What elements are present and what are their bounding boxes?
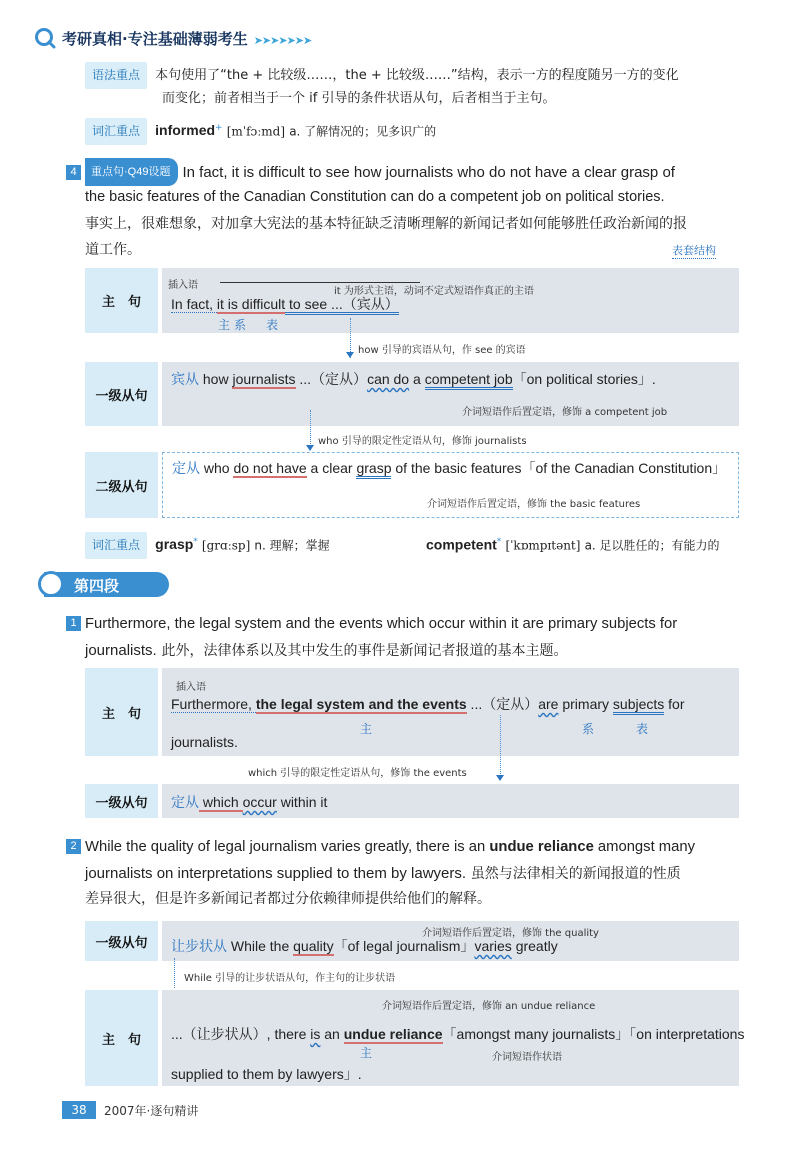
header-arrows-icon: ➤➤➤➤➤➤➤ (253, 34, 312, 47)
s2-main-text (171, 1024, 744, 1044)
s1-t-b: the legal system and the events (255, 696, 467, 712)
s1-t-f: subjects (613, 696, 664, 715)
s4-clause1-text (171, 369, 656, 389)
s4-c1-d: ...（定从） (295, 371, 368, 387)
s1-c1-a: 定从 (171, 794, 199, 810)
s2-m-d: undue reliance (343, 1026, 443, 1042)
s2-line2 (85, 860, 681, 887)
s2-en-1c: amongst many (593, 839, 695, 855)
s4-main-b: it is difficult (216, 296, 286, 312)
section-magnifier-icon (38, 571, 64, 597)
s4-c1-h: 「on political stories」. (512, 371, 656, 387)
s4-v1-phon: [grɑːsp] (201, 538, 251, 553)
s1-main-row (85, 668, 739, 756)
s4-link1: how 引导的宾语从句，作 see 的宾语 (358, 345, 526, 356)
s1-cn: 此外，法律体系以及其中发生的事件是新闻记者报道的基本主题。 (161, 643, 568, 659)
s4-clause1-row (85, 362, 739, 426)
s2-c1-d: 「of legal journalism」 (333, 938, 475, 954)
s1-t-g: for (664, 696, 685, 712)
s1-sub-biao: 表 (636, 722, 649, 736)
s1-t-h: journalists. (171, 734, 238, 750)
s1-en-line2: journalists. (85, 642, 157, 659)
s2-clause1-label: 一级从句 (85, 921, 158, 961)
s2-m-e: 「amongst many journalists」「on interpretations (442, 1026, 745, 1042)
s4-c1-note: 介词短语作后置定语，修饰 a competent job (462, 407, 668, 418)
s1-c1-c: occur (242, 794, 277, 810)
vocab-star: + (215, 123, 223, 133)
s4-v2-star: * (496, 537, 502, 547)
s2-m-c: an (320, 1026, 344, 1042)
s4-c2-a: 定从 (172, 460, 200, 476)
vocab-phonetic: [mˈfɔːmd] (226, 124, 286, 139)
s2-cn-line1: 虽然与法律相关的新闻报道的性质 (470, 866, 681, 882)
s1-link: which 引导的限定性定语从句，修饰 the events (248, 768, 467, 779)
s2-c1-f: greatly (511, 938, 558, 954)
vocab-word: informed (155, 122, 216, 139)
s1-link-line (500, 715, 501, 780)
s4-main-label: 主 句 (85, 268, 158, 333)
s4-c1-c: journalists (232, 371, 296, 387)
s1-en-line1: Furthermore, the legal system and the events which occur within it are primary subjects for (85, 616, 678, 632)
s2-m-b: is (310, 1026, 321, 1042)
s4-v2-phon: [ˈkɒmpɪtənt] (505, 538, 581, 553)
s2-c1-note: 介词短语作后置定语，修饰 the quality (422, 928, 599, 939)
s4-c1-a: 宾从 (171, 371, 199, 387)
s4-link2: who 引导的限定性定语从句，修饰 journalists (318, 436, 527, 447)
s4-c2-b: who (200, 460, 234, 476)
s1-clause1-row (85, 784, 739, 818)
s4-v1-def: n. 理解；掌握 (254, 538, 330, 553)
s2-number: 2 (66, 839, 81, 854)
s2-m-f: supplied to them by lawyers」. (171, 1066, 362, 1082)
s4-clause2-label: 二级从句 (85, 452, 158, 518)
s4-v2-def: a. 足以胜任的；有能力的 (584, 538, 720, 553)
s4-main-sub: 主系 表 (218, 318, 283, 332)
s4-c1-f: a (409, 371, 425, 387)
s1-t-c: ...（定从） (466, 696, 539, 712)
s4-main-c: to see ...（宾从） (285, 296, 399, 315)
s4-v2-word: competent (426, 536, 497, 553)
s2-line1 (66, 834, 695, 860)
s1-clause1-text (171, 792, 327, 812)
s4-main-row (85, 268, 739, 333)
s1-sub-xi: 系 (582, 722, 595, 736)
s4-ann-parenthesis: 插入语 (168, 280, 198, 291)
s2-c1-a: 让步状从 (171, 938, 227, 954)
grammar-note (85, 62, 765, 89)
s4-main-text (171, 294, 399, 314)
s2-m-note2: 介词短语作状语 (492, 1052, 562, 1063)
s2-cn-line2: 差异很大，但是许多新闻记者都过分依赖律师提供给他们的解释。 (85, 891, 491, 907)
key-sentence-tag: 重点句·Q49设题 (85, 158, 178, 186)
s1-number: 1 (66, 616, 81, 631)
section-title: 第四段 (74, 577, 120, 595)
s4-v1-word: grasp (155, 536, 194, 553)
grammar-line2: 而变化；前者相当于一个 if 引导的条件状语从句，后者相当于主句。 (162, 91, 556, 106)
s1-link-arrow (496, 775, 504, 781)
s1-line2 (85, 637, 567, 664)
s2-en-1b: undue reliance (489, 839, 594, 855)
vocab-tag: 词汇重点 (85, 118, 147, 145)
s4-main-a: In fact, (171, 296, 217, 312)
s1-sub-zhu: 主 (360, 722, 373, 736)
sentence4-en-line2: the basic features of the Canadian Constitution can do a competent job on political stories. (85, 189, 665, 205)
s2-clause1-row (85, 921, 739, 961)
s1-t-d: are (538, 696, 559, 712)
s2-en-line2: journalists on interpretations supplied to them by lawyers. (85, 865, 467, 882)
s2-link: While 引导的让步状语从句，作主句的让步状语 (184, 973, 396, 984)
s1-line1 (66, 611, 677, 637)
sentence4-line1 (66, 158, 756, 186)
s4-vocab-competent (426, 531, 720, 557)
s2-main-row (85, 990, 745, 1086)
s4-c2-d: a clear (306, 460, 357, 476)
structure-label: 表套结构 (672, 244, 716, 257)
s2-c1-c: quality (293, 938, 334, 954)
s2-c1-b: While the (227, 938, 294, 954)
s4-c1-b: how (199, 371, 233, 387)
header-title (62, 28, 311, 49)
vocab-note-informed (85, 117, 436, 145)
s1-c1-d: within it (276, 794, 328, 810)
s1-main-label: 主 句 (85, 668, 158, 756)
s2-main-label: 主 句 (85, 990, 158, 1086)
sentence4-cn-line2: 道工作。 (85, 242, 141, 258)
s4-clause2-text (172, 458, 726, 478)
s1-clause1-label: 一级从句 (85, 784, 158, 818)
s1-c1-b: which (199, 794, 243, 810)
grammar-tag: 语法重点 (85, 62, 147, 89)
s2-en-1a: While the quality of legal journalism varies greatly, there is an (85, 839, 490, 855)
s4-clause1-label: 一级从句 (85, 362, 158, 426)
s2-m-a: ...（让步状从）, there (171, 1026, 311, 1042)
grammar-line1: 本句使用了“the + 比较级……，the + 比较级……”结构，表示一方的程度随另一方的变化 (155, 68, 679, 83)
s4-main-body (162, 268, 739, 333)
s4-link-line2 (310, 410, 311, 450)
s1-t-a: Furthermore, (171, 696, 256, 712)
s4-clause2-row (85, 452, 739, 518)
page-number: 38 (62, 1101, 96, 1119)
s4-link-arrow1 (346, 352, 354, 358)
sentence4-cn-line1: 事实上，很难想象，对加拿大宪法的基本特征缺乏清晰理解的新闻记者如何能够胜任政治新闻的报 (85, 216, 687, 232)
s2-m-sub: 主 (360, 1046, 373, 1060)
sentence4-en-line1: In fact, it is difficult to see how journalists who do not have a clear grasp of (182, 164, 675, 181)
vocab-definition: a. 了解情况的；见多识广的 (289, 124, 437, 139)
s2-clause1-body (162, 921, 739, 961)
s4-c2-e: grasp (356, 460, 391, 479)
s2-c1-e: varies (474, 938, 512, 954)
s4-c1-e: can do (367, 371, 410, 387)
s4-vocab-tag: 词汇重点 (85, 532, 147, 559)
s4-link-arrow2 (306, 445, 314, 451)
s4-ann-formal-subject: it 为形式主语，动词不定式短语作真正的主语 (334, 286, 534, 297)
s4-clause2-body (162, 452, 739, 518)
s1-clause1-body (162, 784, 739, 818)
s2-clause1-text (171, 936, 558, 956)
s1-t-e: primary (558, 696, 613, 712)
s1-main-text (171, 694, 685, 714)
s4-clause1-body (162, 362, 739, 426)
s2-main-body (162, 990, 745, 1086)
s2-link-line (174, 958, 175, 988)
footer-text: 2007年·逐句精讲 (104, 1104, 199, 1118)
s4-vocab-grasp (85, 531, 330, 559)
sentence-number: 4 (66, 165, 81, 180)
s4-v1-star: * (193, 537, 198, 547)
s4-c2-c: do not have (233, 460, 307, 476)
s4-c1-g: competent job (425, 371, 513, 390)
s2-main-note: 介词短语作后置定语，修饰 an undue reliance (382, 1001, 596, 1012)
s4-c2-f: of the basic features「of the Canadian Constitution」 (391, 460, 727, 476)
s1-ann: 插入语 (176, 682, 206, 693)
s1-main-body (162, 668, 739, 756)
magnifier-logo-icon (34, 27, 56, 49)
header-title-text: 考研真相·专注基础薄弱考生 (62, 30, 248, 48)
s4-c2-note: 介词短语作后置定语，修饰 the basic features (427, 499, 641, 510)
